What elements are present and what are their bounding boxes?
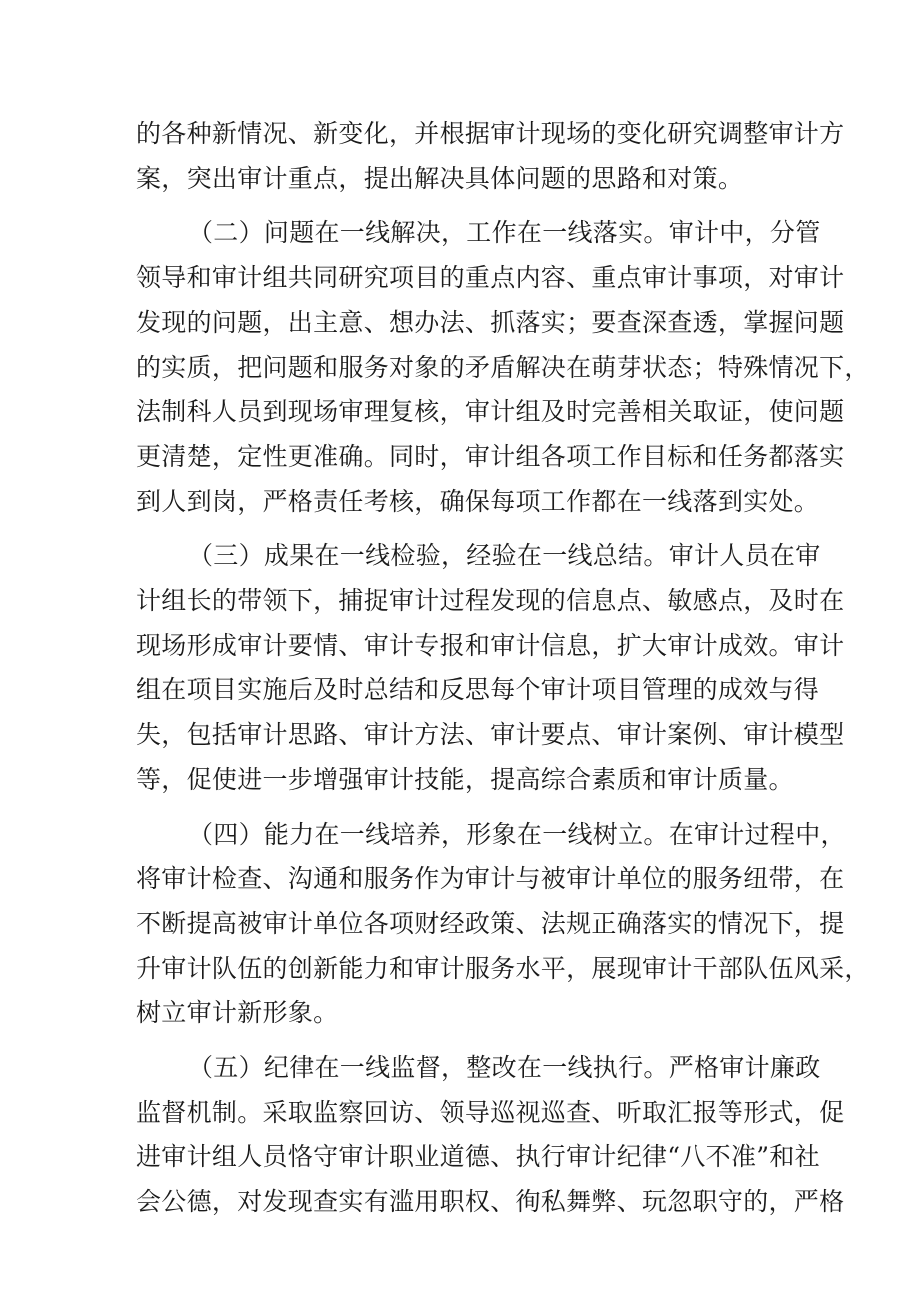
text-line: 到人到岗，严格责任考核，确保每项工作都在一线落到实处。 — [136, 486, 820, 516]
paragraph-continuation — [136, 112, 845, 201]
text-line: 发现的问题，出主意、想办法、抓落实；要查深查透，掌握问题 — [136, 307, 845, 337]
paragraph-section-4 — [136, 813, 870, 1037]
text-line: 升审计队伍的创新能力和审计服务水平，展现审计干部队伍风采， — [136, 953, 870, 983]
text-line: 的各种新情况、新变化，并根据审计现场的变化研究调整审计方 — [136, 119, 845, 148]
text-line: 计组长的带领下，捕捉审计过程发现的信息点、敏感点，及时在 — [136, 586, 845, 616]
text-line: 法制科人员到现场审理复核，审计组及时完善相关取证，使问题 — [136, 397, 845, 427]
text-line: （三）成果在一线检验，经验在一线总结。审计人员在审 — [188, 541, 821, 571]
text-line: 组在项目实施后及时总结和反思每个审计项目管理的成效与得 — [136, 675, 820, 705]
paragraph-section-2 — [136, 211, 870, 524]
text-line: 监督机制。采取监察回访、领导巡视巡查、听取汇报等形式，促 — [136, 1097, 845, 1127]
text-line: 将审计检查、沟通和服务作为审计与被审计单位的服务纽带，在 — [136, 864, 845, 894]
text-line: 的实质，把问题和服务对象的矛盾解决在萌芽状态；特殊情况下， — [136, 352, 870, 382]
text-line: 领导和审计组共同研究项目的重点内容、重点审计事项，对审计 — [136, 263, 845, 293]
text-line: 会公德，对发现查实有滥用职权、徇私舞弊、玩忽职守的，严格 — [136, 1187, 845, 1217]
paragraph-section-5 — [136, 1046, 845, 1225]
text-line: 现场形成审计要情、审计专报和审计信息，扩大审计成效。审计 — [136, 630, 845, 660]
text-line: （四）能力在一线培养，形象在一线树立。在审计过程中， — [188, 819, 846, 849]
text-line: 树立审计新形象。 — [136, 998, 339, 1028]
text-line: 案，突出审计重点，提出解决具体问题的思路和对策。 — [136, 163, 744, 193]
text-line: 不断提高被审计单位各项财经政策、法规正确落实的情况下，提 — [136, 908, 845, 938]
document-body — [136, 112, 870, 1235]
paragraph-section-3 — [136, 534, 845, 802]
text-line: 等，促使进一步增强审计技能，提高综合素质和审计质量。 — [136, 764, 794, 794]
text-line: （二）问题在一线解决，工作在一线落实。审计中，分管 — [188, 218, 821, 248]
text-line: 失，包括审计思路、审计方法、审计要点、审计案例、审计模型 — [136, 720, 845, 750]
text-line: 进审计组人员恪守审计职业道德、执行审计纪律“八不准”和社 — [136, 1142, 820, 1172]
text-line: （五）纪律在一线监督，整改在一线执行。严格审计廉政 — [188, 1053, 821, 1083]
text-line: 更清楚，定性更准确。同时，审计组各项工作目标和任务都落实 — [136, 441, 845, 471]
